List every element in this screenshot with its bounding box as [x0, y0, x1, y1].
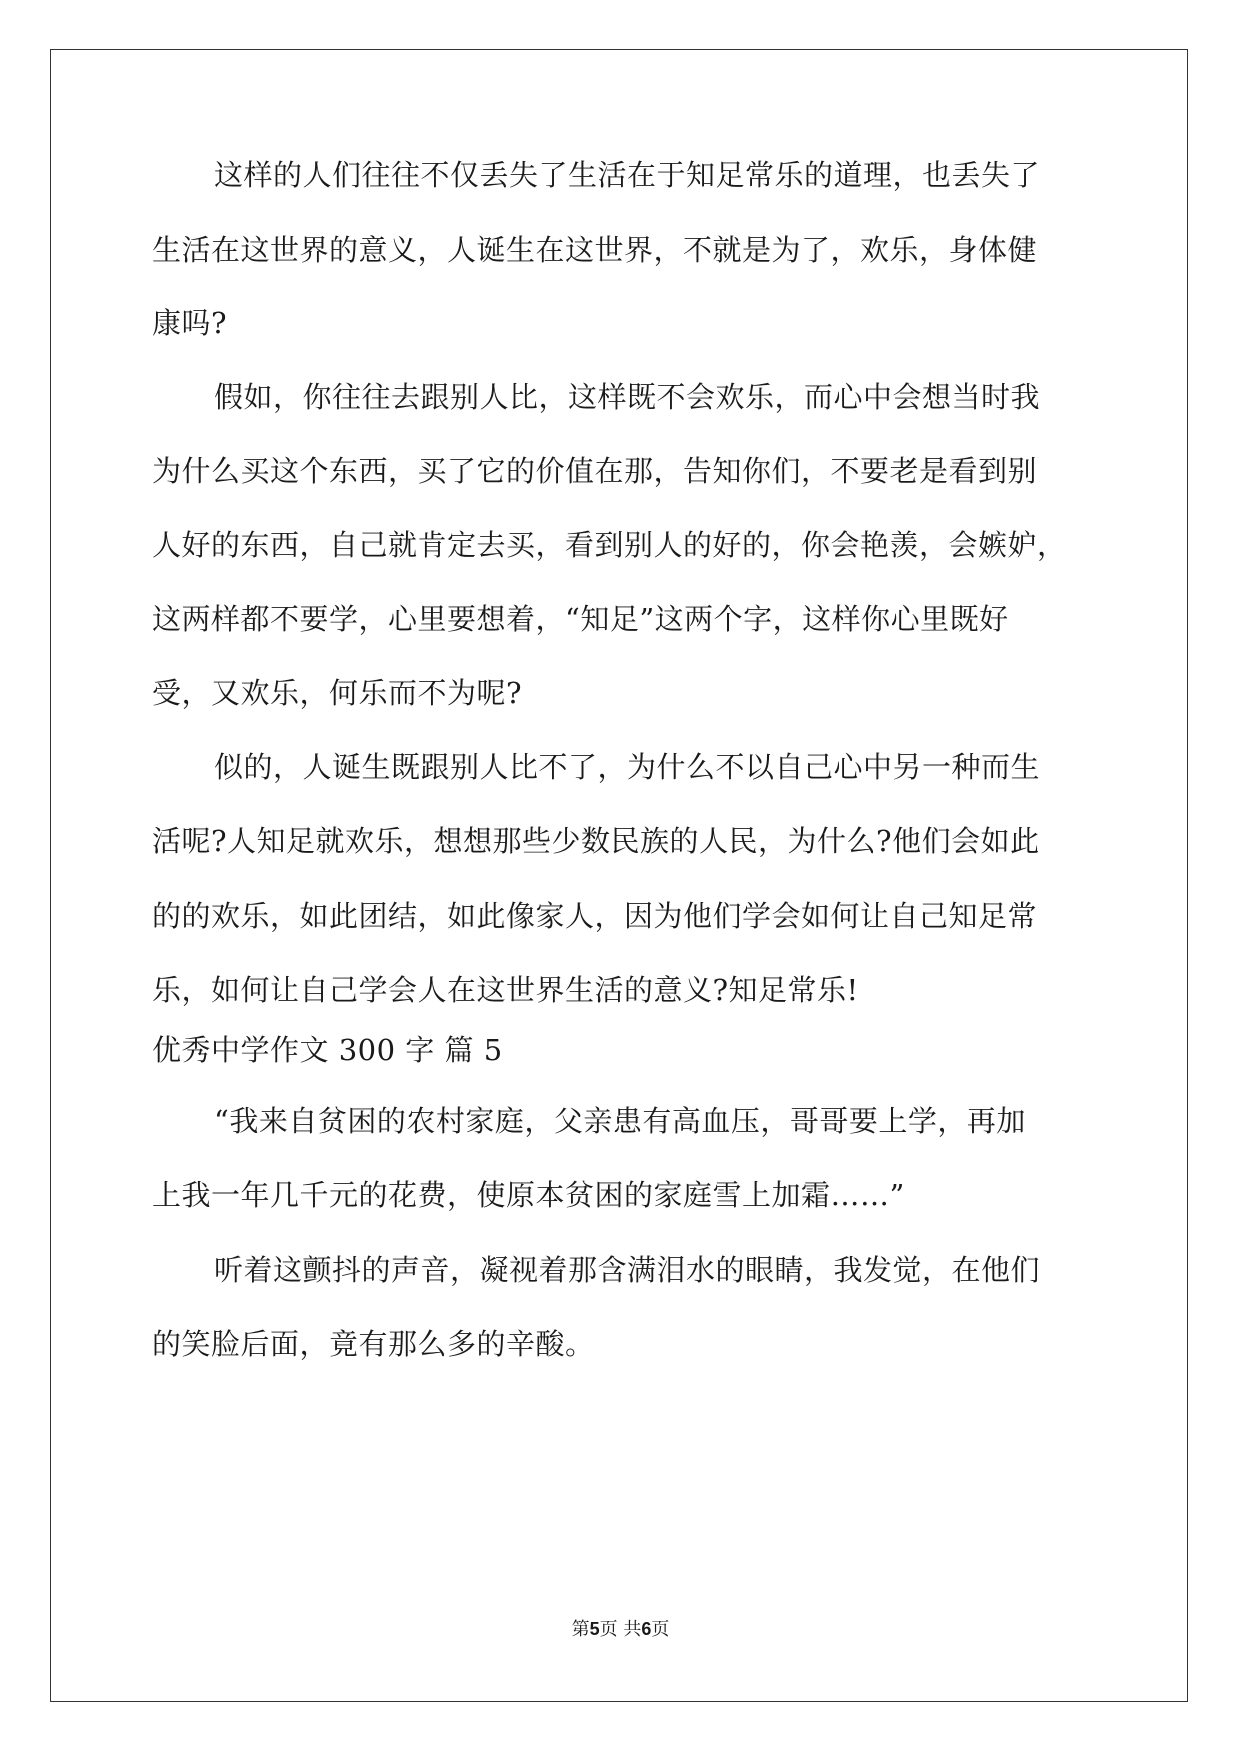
footer-mid: 页 共	[599, 1619, 642, 1640]
text-line: 受，又欢乐，何乐而不为呢?	[152, 676, 523, 710]
text-line: 乐，如何让自己学会人在这世界生活的意义?知足常乐!	[152, 973, 859, 1007]
text-line: 为什么买这个东西，买了它的价值在那，告知你们，不要老是看到别	[152, 454, 1038, 488]
text-line: 似的，人诞生既跟别人比不了，为什么不以自己心中另一种而生	[214, 750, 1041, 784]
text-line: 听着这颤抖的声音，凝视着那含满泪水的眼睛，我发觉，在他们	[214, 1253, 1041, 1287]
text-line: 假如，你往往去跟别人比，这样既不会欢乐，而心中会想当时我	[214, 380, 1041, 414]
page-footer	[0, 1615, 1241, 1641]
text-line: 生活在这世界的意义，人诞生在这世界，不就是为了，欢乐，身体健	[152, 233, 1038, 267]
footer-prefix: 第	[571, 1619, 590, 1640]
text-line: 上我一年几千元的花费，使原本贫困的家庭雪上加霜……”	[152, 1178, 905, 1212]
text-line: 这样的人们往往不仅丢失了生活在于知足常乐的道理，也丢失了	[214, 158, 1041, 192]
text-line: 这两样都不要学，心里要想着，“知足”这两个字，这样你心里既好	[152, 602, 1009, 636]
footer-suffix: 页	[651, 1619, 670, 1640]
footer-page-number: 5	[589, 1619, 600, 1639]
page-frame	[50, 49, 1188, 1702]
section-heading: 优秀中学作文 300 字 篇 5	[152, 1033, 503, 1067]
text-line: 的笑脸后面，竟有那么多的辛酸。	[152, 1327, 595, 1361]
text-line: 的的欢乐，如此团结，如此像家人，因为他们学会如何让自己知足常	[152, 899, 1038, 933]
text-line: 活呢?人知足就欢乐，想想那些少数民族的人民，为什么?他们会如此	[152, 824, 1040, 858]
text-line: “我来自贫困的农村家庭，父亲患有高血压，哥哥要上学，再加	[214, 1104, 1026, 1138]
text-line: 康吗?	[152, 306, 228, 340]
footer-total-pages: 6	[641, 1619, 652, 1639]
text-line: 人好的东西，自己就肯定去买，看到别人的好的，你会艳羡，会嫉妒，	[152, 528, 1067, 562]
